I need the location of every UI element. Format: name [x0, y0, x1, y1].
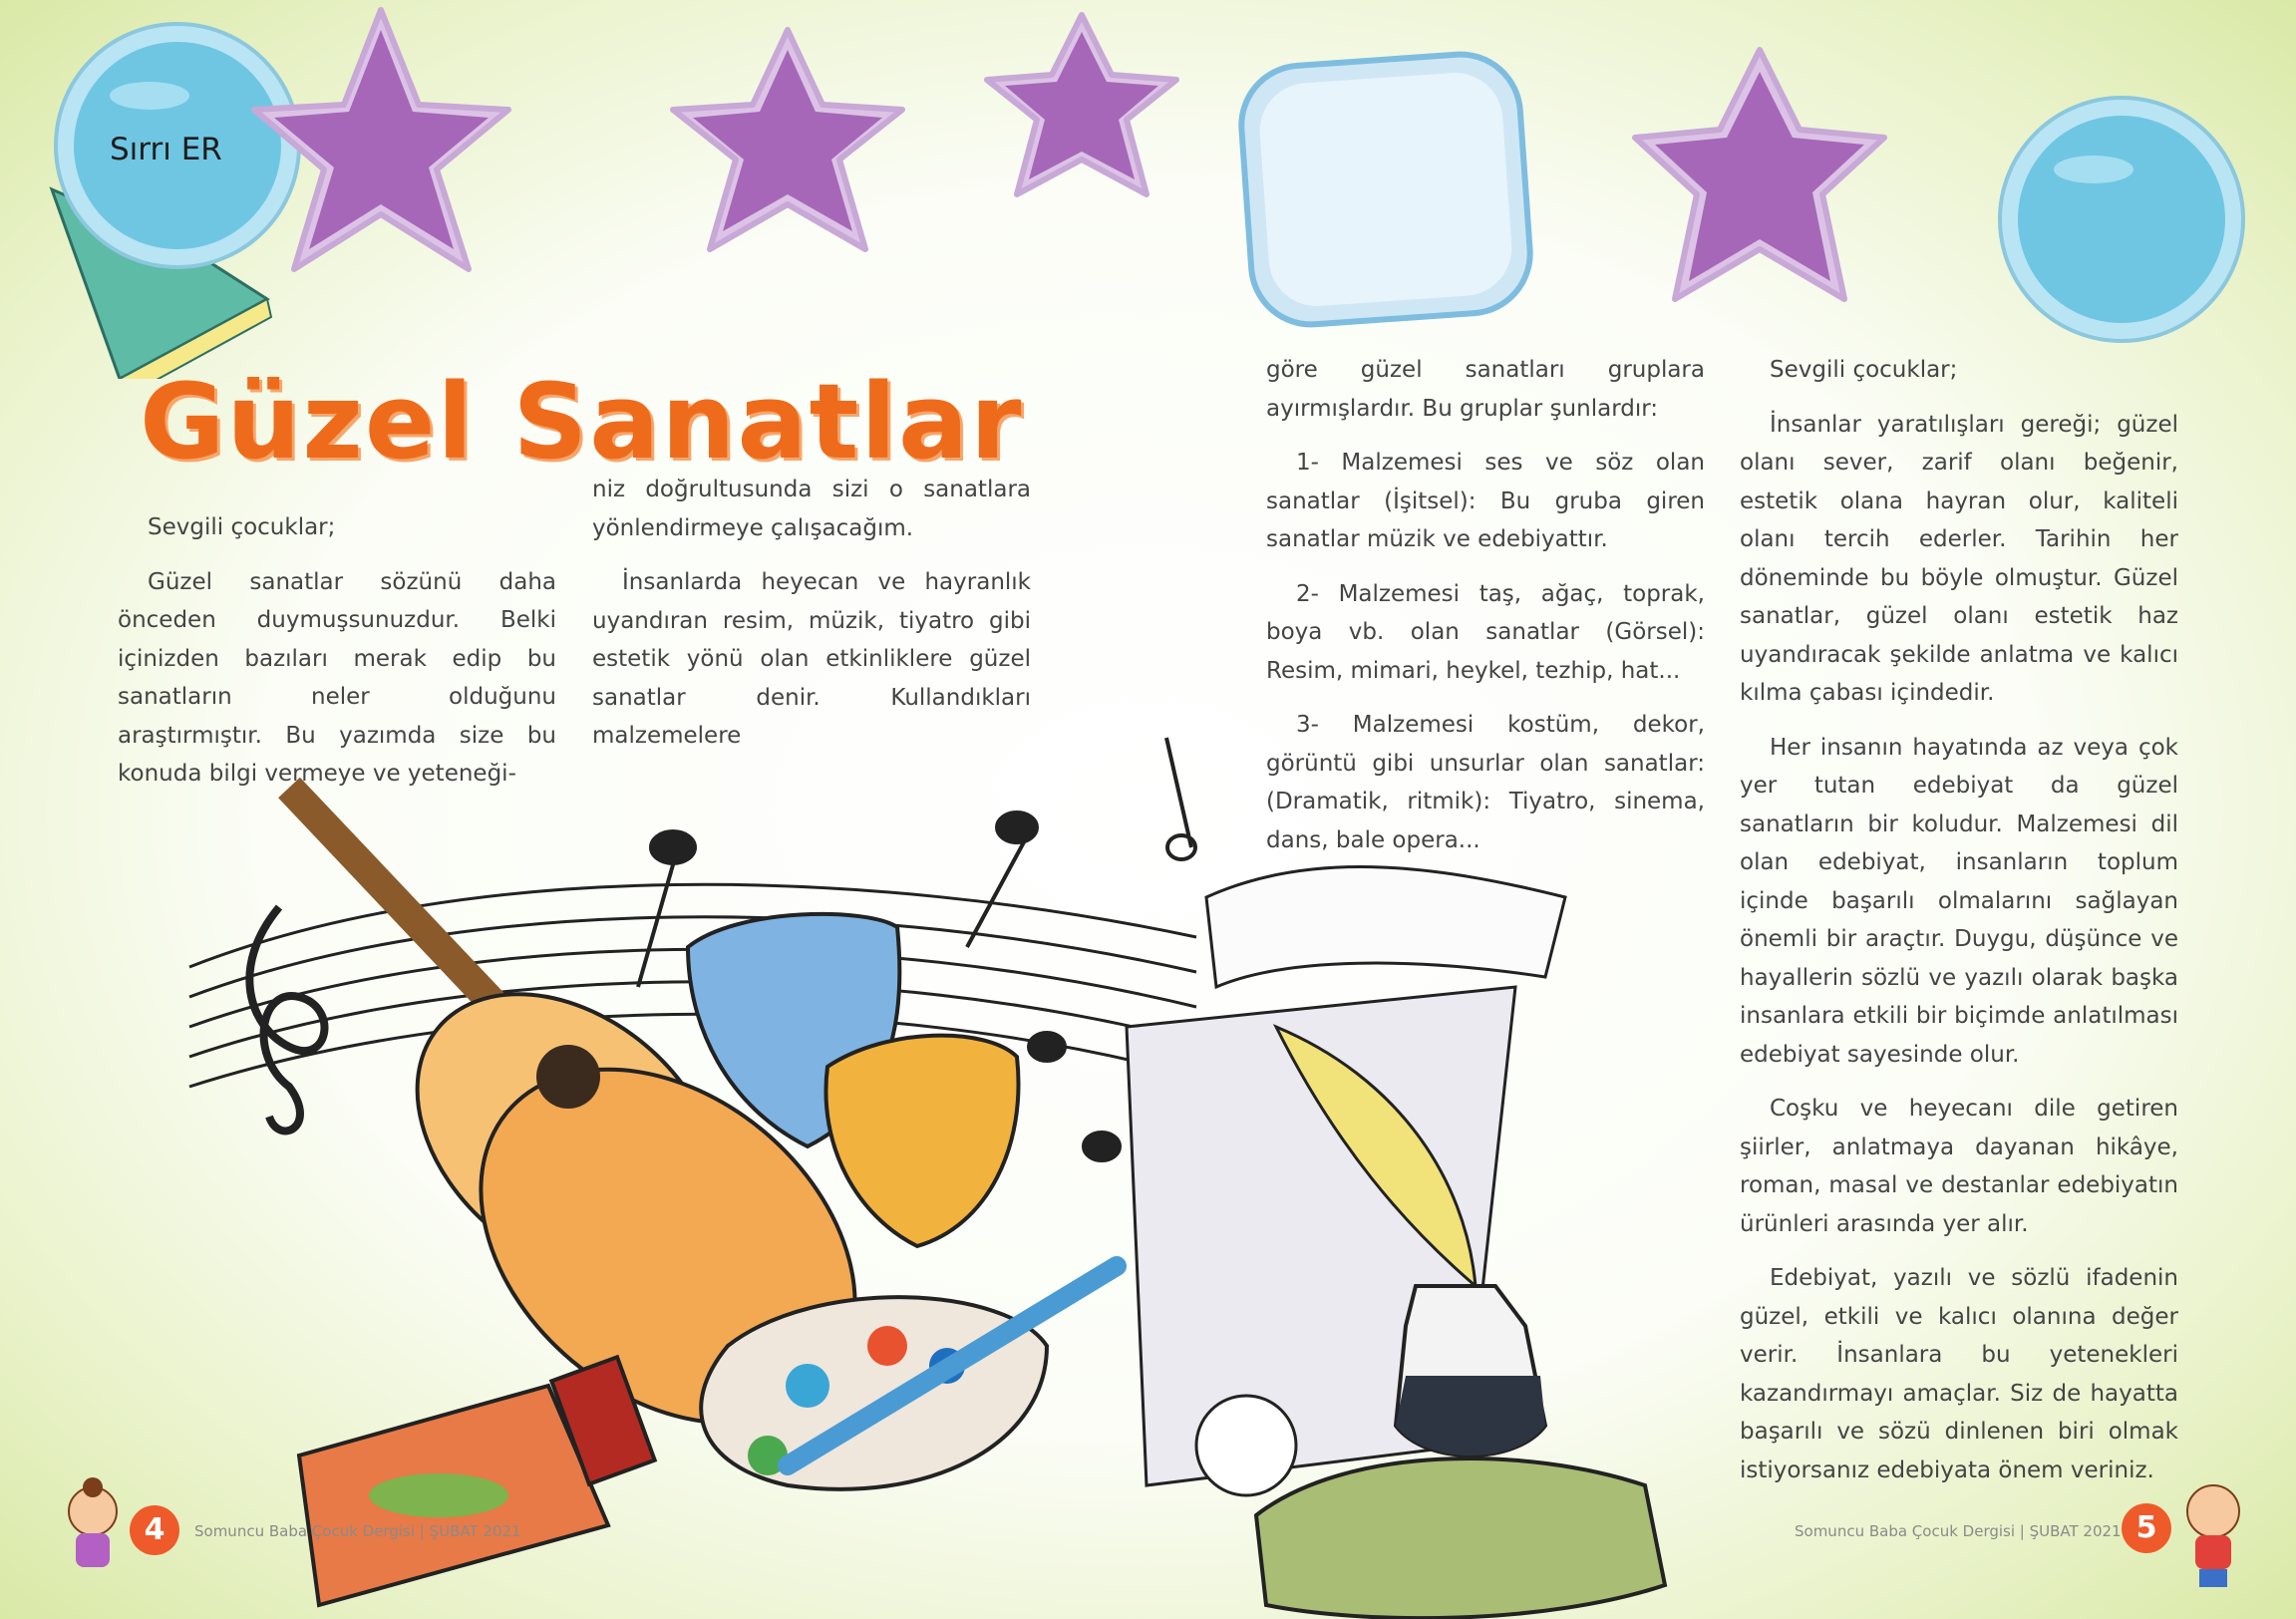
paragraph: Edebiyat, yazılı ve sözlü ifadenin güzel, etkili ve kalıcı olanına değer verir. İnsanlara bu yetenekleri kazandırmayı amaçlar. Siz de hayatta başarılı ve sözü dinlenen biri olmak istiyorsanız edebiyata önem veriniz. — [1740, 1265, 2178, 1483]
paragraph: 1- Malzemesi ses ve söz olan sanatlar (İşitsel): Bu gruba giren sanatlar müzik ve edebiyattır. — [1266, 450, 1705, 552]
paragraph: İnsanlarda heyecan ve hayranlık uyandıran resim, müzik, tiyatro gibi estetik yönü olan etkinliklere güzel sanatlar denir. Kullandıkları malzemelere — [592, 569, 1031, 749]
paragraph: Güzel sanatlar sözünü daha önceden duymuşsunuzdur. Belki içinizden bazıları merak edip bu sanatların neler olduğunu araştırmıştır. Bu yazımda size bu konuda bilgi vermeye ve yeteneği- — [118, 568, 556, 787]
paragraph: Her insanın hayatında az veya çok yer tutan edebiyat da güzel sanatların bir koludur. Malzemesi dil olan edebiyat, insanların toplum içinde başarılı olmalarını sağlayan önemli bir araçtır. Duygu, düşünce ve hayallerin sözlü ve yazılı olarak başka insanlara etkili bir biçimde anlatılması edebiyat sayesinde olur. — [1740, 734, 2178, 1068]
round-bubble — [2000, 98, 2243, 341]
paragraph: Sevgili çocuklar; — [1770, 357, 1958, 383]
paragraph: göre güzel sanatları gruplara ayırmışlardır. Bu gruplar şunlardır: — [1266, 357, 1705, 422]
page-title: Güzel Sanatlar — [140, 361, 1024, 483]
left-footer-text: Somuncu Baba Çocuk Dergisi | ŞUBAT 2021 — [194, 1522, 521, 1540]
paragraph: Sevgili çocuklar; — [148, 514, 336, 540]
star-icon — [254, 10, 508, 269]
left-page-number: 4 — [130, 1505, 179, 1555]
paragraph: 3- Malzemesi kostüm, dekor, görüntü gibi unsurlar olan sanatlar: (Dramatik, ritmik): Tiyatro, sinema, dans, bale opera... — [1266, 712, 1705, 853]
treble-clef-icon — [249, 907, 324, 1131]
right-footer-text: Somuncu Baba Çocuk Dergisi | ŞUBAT 2021 — [1795, 1522, 2122, 1540]
scroll — [1206, 867, 1565, 987]
header-decoration — [0, 0, 2296, 379]
star-icon — [987, 15, 1176, 194]
star-icon — [673, 30, 902, 249]
paint-tube — [299, 1357, 655, 1605]
text-column-4 — [1740, 351, 2178, 1505]
text-column-2 — [592, 471, 1031, 772]
right-page-number: 5 — [2122, 1503, 2171, 1553]
paragraph: 2- Malzemesi taş, ağaç, toprak, boya vb. olan sanatlar (Görsel): Resim, mimari, heykel, tezhip, hat... — [1266, 580, 1705, 684]
ink — [1396, 1376, 1545, 1456]
square-bubble — [1237, 51, 1533, 329]
arts-illustration — [169, 728, 1755, 1619]
star-icon — [1635, 50, 1884, 299]
author-name: Sırrı ER — [110, 132, 222, 167]
sad-mask — [825, 1036, 1018, 1246]
girl-mascot-icon — [58, 1473, 128, 1583]
boy-mascot-icon — [2173, 1473, 2253, 1593]
paragraph: Coşku ve heyecanı dile getiren şiirler, anlatmaya dayanan hikâye, roman, masal ve destanlar edebiyatın ürünleri arasında yer alır. — [1740, 1096, 2178, 1237]
book-icon — [1256, 1458, 1665, 1618]
scroll-roll — [1196, 1396, 1296, 1495]
paragraph: niz doğrultusunda sizi o sanatlara yönlendirmeye çalışacağım. — [592, 477, 1031, 541]
paragraph: İnsanlar yaratılışları gereği; güzel olanı sever, zarif olanı beğenir, estetik olana hayran olur, kaliteli olanı tercih ederler. Tarihin her döneminde bu böyle olmuştur. Güzel sanatlar, güzel olanı estetik haz uyandıracak şekilde anlatma ve kalıcı kılma çabası içindedir. — [1740, 411, 2178, 706]
